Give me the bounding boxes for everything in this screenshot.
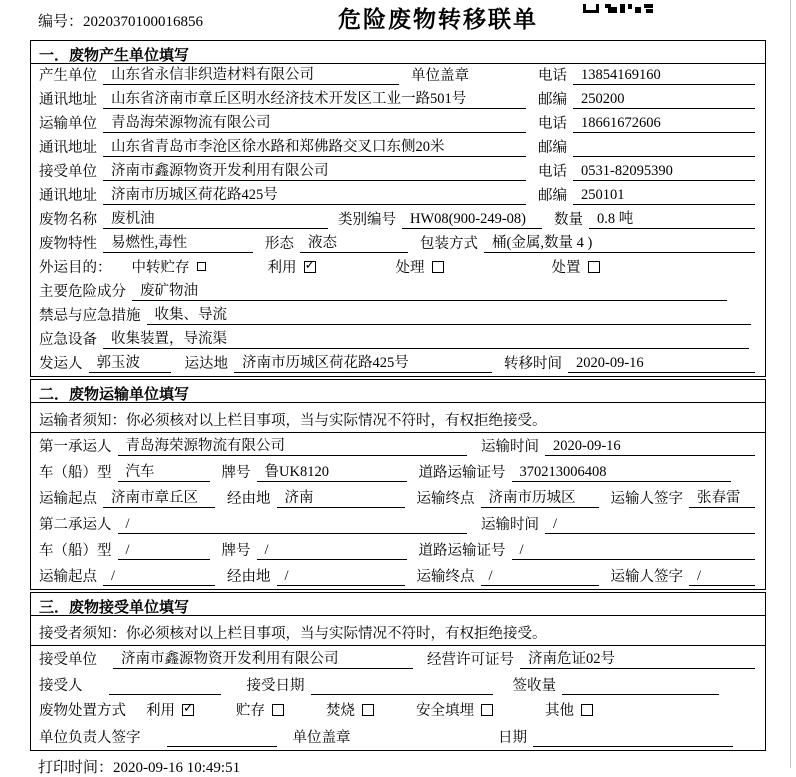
transport-time1-label: 运输时间: [481, 439, 539, 455]
purpose-option-utilize: [268, 256, 316, 277]
waste-traits-row: [31, 232, 765, 256]
receiver-zip-value: 250101: [573, 187, 755, 205]
producer-addr-label: 通讯地址: [39, 92, 97, 108]
seal-label: 单位盖章: [411, 68, 469, 84]
serial-number: 2020370100016856: [83, 14, 204, 30]
waste-category-value: HW08(900-249-08): [402, 211, 542, 229]
waste-traits-label: 废物特性: [39, 236, 97, 252]
vehicle1-row: [31, 459, 765, 485]
equipment-label: 应急设备: [39, 332, 97, 348]
checkbox-utilize: [304, 261, 316, 273]
plate2-label: 牌号: [221, 543, 251, 559]
purpose-option-label: 中转贮存: [131, 260, 190, 276]
road-cert1-label: 道路运输证号: [418, 465, 506, 481]
disposal-option-label: 贮存: [236, 703, 265, 719]
end1-value: 济南市历城区: [481, 486, 599, 508]
waste-form-label: 形态: [265, 236, 294, 252]
checkbox-disposal-utilize: [182, 704, 194, 716]
origin2-label: 运输起点: [39, 569, 97, 585]
packing-label: 包装方式: [420, 236, 478, 252]
transporter-phone-label: 电话: [538, 116, 567, 132]
road-cert2-label: 道路运输证号: [418, 543, 506, 559]
checkbox-dispose: [588, 261, 600, 273]
serial-label: 编号：: [38, 14, 84, 30]
acceptor-label: 接受人: [39, 678, 83, 694]
receiver-value: 济南市鑫源物资开发利用有限公司: [103, 159, 526, 181]
vehicle2-row: [31, 537, 765, 563]
date-value: [533, 730, 733, 747]
producer-label: 产生单位: [39, 68, 97, 84]
receiver-addr-value: 济南市历城区荷花路425号: [103, 183, 526, 205]
waste-traits-value: 易燃性,毒性: [103, 231, 253, 253]
disposal-option-landfill: [416, 699, 493, 720]
carrier1-value: 青岛海荣源物流有限公司: [118, 434, 468, 456]
vehicle2-value: /: [118, 542, 210, 560]
page-edge: [790, 0, 791, 768]
hazard-row: [31, 280, 765, 304]
section-producer: [30, 40, 766, 377]
purpose-option-label: 处置: [551, 260, 581, 276]
via2-label: 经由地: [227, 569, 271, 585]
document-header: [0, 0, 796, 40]
producer-phone-value: 13854169160: [573, 67, 755, 85]
purpose-label: 外运目的：: [39, 260, 112, 276]
receive-unit-row: [31, 646, 765, 672]
receiver-addr-label: 通讯地址: [39, 188, 97, 204]
page-title: 危险废物转移联单: [338, 6, 538, 32]
waste-name-label: 废物名称: [39, 212, 97, 228]
section-transport: [30, 379, 766, 590]
manager-sign-label: 单位负责人签字: [39, 730, 141, 746]
purpose-option-treat: [396, 256, 444, 277]
disposal-option-label: 焚烧: [326, 703, 355, 719]
license-value: 济南危证02号: [520, 647, 755, 669]
transporter-row: [31, 112, 765, 136]
section3-header: 三．废物接受单位填写: [31, 593, 765, 616]
unit-seal-label: 单位盖章: [292, 730, 351, 746]
accept-date-value: [311, 678, 493, 695]
purpose-option-dispose: [552, 256, 600, 277]
waste-qty-label: 数量: [554, 212, 583, 228]
checkbox-disposal-store: [272, 704, 284, 716]
print-time-line: [38, 756, 796, 777]
end2-label: 运输终点: [416, 569, 475, 585]
purpose-option-transfer-storage: [132, 256, 206, 277]
disposal-option-store: [236, 699, 284, 720]
carrier2-label: 第二承运人: [39, 517, 112, 533]
purpose-row: [31, 256, 765, 280]
route2-row: [31, 563, 765, 589]
manager-sign-value: [167, 730, 277, 747]
road-cert2-value: /: [512, 542, 756, 560]
vehicle1-label: 车（船）型: [39, 465, 112, 481]
end2-value: /: [481, 568, 599, 586]
producer-phone-label: 电话: [538, 68, 567, 84]
end1-label: 运输终点: [416, 491, 475, 507]
producer-zip-value: 250200: [573, 91, 755, 109]
disposal-row: [31, 698, 765, 724]
transporter-addr-value: 山东省青岛市李沧区徐水路和郑佛路交叉口东侧20米: [103, 135, 526, 157]
dispatch-row: [31, 352, 765, 376]
section1-header: 一．废物产生单位填写: [31, 41, 765, 64]
transporter-label: 运输单位: [39, 116, 97, 132]
carrier2-value: /: [118, 516, 468, 534]
receiver-phone-label: 电话: [538, 164, 567, 180]
receiver-row: [31, 160, 765, 184]
dest-value: 济南市历城区荷花路425号: [234, 351, 492, 373]
disposal-option-label: 安全填埋: [416, 703, 474, 719]
sign2-value: /: [689, 568, 755, 586]
purpose-option-label: 处理: [395, 260, 425, 276]
origin1-label: 运输起点: [39, 491, 97, 507]
producer-zip-label: 邮编: [538, 92, 567, 108]
date-label: 日期: [498, 730, 527, 746]
disposal-option-other: [545, 699, 593, 720]
disposal-option-incinerate: [326, 699, 374, 720]
receiver-zip-label: 邮编: [538, 188, 567, 204]
transport-time1-value: 2020-09-16: [545, 438, 755, 456]
waste-name-value: 废机油: [103, 207, 328, 229]
vehicle1-value: 汽车: [118, 460, 210, 482]
sign-qty-label: 签收量: [512, 678, 556, 694]
producer-value: 山东省永信非织造材料有限公司: [103, 63, 399, 85]
purpose-option-label: 利用: [267, 260, 297, 276]
carrier1-label: 第一承运人: [39, 439, 112, 455]
hazard-value: 废矿物油: [132, 279, 727, 301]
measures-label: 禁忌与应急措施: [39, 308, 141, 324]
license-label: 经营许可证号: [427, 652, 514, 668]
receive-unit-value: 济南市鑫源物资开发利用有限公司: [113, 647, 413, 669]
receiver-addr-row: [31, 184, 765, 208]
waste-category-label: 类别编号: [338, 212, 396, 228]
origin2-value: /: [103, 568, 215, 586]
sign-qty-value: [562, 678, 719, 695]
disposal-option-label: 利用: [146, 703, 175, 719]
transporter-zip-label: 邮编: [538, 140, 567, 156]
via1-value: 济南: [277, 486, 405, 508]
transfer-time-label: 转移时间: [504, 356, 562, 372]
receiver-label: 接受单位: [39, 164, 97, 180]
checkbox-transfer-storage: [197, 262, 206, 271]
accept-date-label: 接受日期: [246, 678, 305, 694]
equipment-value: 收集装置，导流渠: [103, 327, 749, 349]
checkbox-treat: [432, 261, 444, 273]
producer-addr-row: [31, 88, 765, 112]
hazard-label: 主要危险成分: [39, 284, 126, 300]
sign2-label: 运输人签字: [610, 569, 683, 585]
print-time-label: 打印时间：: [38, 760, 114, 776]
plate2-value: /: [257, 542, 407, 560]
checkbox-disposal-incinerate: [362, 704, 374, 716]
manager-sign-row: [31, 724, 765, 750]
producer-addr-value: 山东省济南市章丘区明水经济技术开发区工业一路501号: [103, 87, 526, 109]
plate1-value: 鲁UK8120: [257, 460, 407, 482]
plate1-label: 牌号: [221, 465, 251, 481]
receiver-phone-value: 0531-82095390: [573, 163, 755, 181]
section2-header: 二．废物运输单位填写: [31, 380, 765, 403]
producer-row: [31, 64, 765, 88]
transporter-phone-value: 18661672606: [573, 115, 755, 133]
equipment-row: [31, 328, 765, 352]
sign1-value: 张春雷: [689, 486, 755, 508]
disposal-label: 废物处置方式: [39, 703, 126, 719]
transporter-value: 青岛海荣源物流有限公司: [103, 111, 526, 133]
carrier2-row: [31, 511, 765, 537]
shipper-value: 郭玉波: [89, 351, 171, 373]
receive-notice: 接受者须知：你必须核对以上栏目事项，当与实际情况不符时，有权拒绝接受。: [31, 616, 765, 646]
transport-time2-label: 运输时间: [481, 517, 539, 533]
disposal-option-label: 其他: [545, 703, 574, 719]
transporter-addr-label: 通讯地址: [39, 140, 97, 156]
section-receive: [30, 592, 766, 751]
route1-row: [31, 485, 765, 511]
origin1-value: 济南市章丘区: [103, 486, 215, 508]
qr-code-fragment-icon: [583, 0, 653, 18]
transport-notice: 运输者须知：你必须核对以上栏目事项，当与实际情况不符时，有权拒绝接受。: [31, 403, 765, 433]
sign1-label: 运输人签字: [610, 491, 683, 507]
acceptor-row: [31, 672, 765, 698]
transfer-time-value: 2020-09-16: [568, 355, 755, 373]
waste-qty-value: 0.8 吨: [589, 207, 755, 229]
transporter-zip-value: [573, 140, 755, 157]
road-cert1-value: 370213006408: [512, 464, 732, 482]
via1-label: 经由地: [227, 491, 271, 507]
waste-name-row: [31, 208, 765, 232]
waste-form-value: 液态: [300, 231, 408, 253]
disposal-option-utilize: [146, 699, 194, 720]
shipper-label: 发运人: [39, 356, 83, 372]
via2-value: /: [277, 568, 405, 586]
checkbox-disposal-landfill: [481, 704, 493, 716]
measures-value: 收集、导流: [147, 303, 752, 325]
dest-label: 运达地: [184, 356, 228, 372]
print-time-value: 2020-09-16 10:49:51: [113, 760, 241, 776]
packing-value: 桶(金属,数量 4 ): [484, 231, 755, 253]
transport-time2-value: /: [545, 516, 755, 534]
checkbox-disposal-other: [581, 704, 593, 716]
acceptor-value: [109, 678, 221, 695]
vehicle2-label: 车（船）型: [39, 543, 112, 559]
carrier1-row: [31, 433, 765, 459]
receive-unit-label: 接受单位: [39, 652, 97, 668]
transporter-addr-row: [31, 136, 765, 160]
measures-row: [31, 304, 765, 328]
